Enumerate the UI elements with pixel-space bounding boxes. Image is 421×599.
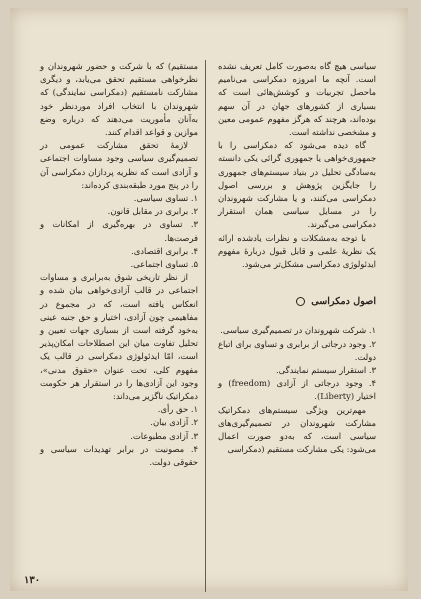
principle-item-4: ۴. وجود درجاتی از آزادی (freedom) و اختیار (Liberty). <box>218 378 377 402</box>
equality-item-5: ۵. تساوی اجتماعی. <box>130 259 198 270</box>
right-paragraph-tail: مهم‌ترین ویژگی سیستم‌های دمکراتیک مشارکت شهروندان در تصمیم‌گیری‌های سیاسی است، که به‌دو صورت اعمال می‌شود: یکی مشارکت مستقیم (دمکراسی <box>218 404 376 455</box>
left-paragraph-3: از نظر تاریخی شوق به‌برابری و مساوات اجتماعی در قالب آزادی‌خواهی بیان شده و انعکاس یافته است، که در مجموع در مفاهیمی چون آزادی، اختیار و حق جنبه عینی به‌خود گرفته است از بسیاری جهات تعیین و تحلیل تفاوت میان این اصطلاحات امکان‌پذیر است، امّا ایدئولوژی دمکراسی در قالب یک مفهوم کلی، تحت عنوان «حقوق مدنی»، وجود این آزادی‌ها را در استقرار هر حکومت دمکراتیک ناگزیر می‌داند: <box>40 272 198 402</box>
heading-ring-icon <box>296 297 305 306</box>
rights-item-2: ۲. آزادی بیان. <box>150 417 198 428</box>
principle-item-1: ۱. شرکت شهروندان در تصمیم‌گیری سیاسی. <box>220 325 376 336</box>
equality-item-2: ۲. برابری در مقابل قانون. <box>107 206 198 217</box>
right-column <box>218 60 376 456</box>
column-divider <box>205 60 206 592</box>
equality-item-3: ۳. تساوی در بهره‌گیری از امکانات و فرصت‌ها. <box>40 219 198 243</box>
section-heading-text: اصول دمکراسی <box>311 296 376 308</box>
right-paragraph-2: گاه دیده می‌شود که دمکراسی را با جمهوری‌خواهی یا جمهوری گرائی یکی دانسته به‌سادگی تحلیل در بنیاد سیستم‌های جمهوری را جایگزین پژوهش و بررسی اصول دمکراسی می‌کنند، و یا مشارکت شهروندان را در مسایل سیاسی همان استقرار دمکراسی می‌گیرند. <box>218 140 376 230</box>
equality-item-4: ۴. برابری اقتصادی. <box>131 245 198 256</box>
principle-item-3: ۳. استقرار سیستم نمایندگی. <box>276 365 376 376</box>
right-paragraph-1: سیاسی هیچ گاه به‌صورت کامل تعریف نشده است. آنچه ما امروزه دمکراسی می‌نامیم ماحصل تجربیات و کوشش‌هائی است که بسیاری از کشورهای جهان در آن سهم بوده‌اند، هرچند که هرگز مفهوم عمومی معین و مشخصی نداشته است. <box>218 61 376 138</box>
left-paragraph-1: مستقیم) که با شرکت و حضور شهروندان و نظرخواهی مستقیم تحقق می‌یابد، و دیگری مشارکت نامستقیم (دمکراسی نمایندگی) که شهروندان با انتخاب افراد موردنظر خود به‌آنان مأموریت می‌دهند که درباره وضع موازین و قواعد اقدام کنند. <box>40 61 198 138</box>
rights-item-1: ۱. حق رأی. <box>157 404 198 415</box>
page-number: ۱۳۰ <box>24 575 41 586</box>
left-paragraph-2: لازمهٔ تحقق مشارکت عمومی در تصمیم‌گیری سیاسی وجود مساوات اجتماعی و آزادی است که نظریه پردازان دمکراسی آن را در پنج مورد طبقه‌بندی کرده‌اند: <box>40 140 198 190</box>
left-column <box>40 60 198 469</box>
principle-item-2: ۲. وجود درجاتی از برابری و تساوی برای اتباع دولت. <box>218 338 376 362</box>
section-heading <box>218 295 376 308</box>
rights-item-3: ۳. آزادی مطبوعات. <box>130 430 198 441</box>
rights-item-4: ۴. مصونیت در برابر تهدیدات سیاسی و حقوقی دولت. <box>40 443 198 468</box>
book-page <box>10 8 408 591</box>
right-paragraph-3: با توجه به‌مشکلات و نظرات یادشده ارائه یک نظریهٔ علمی و قابل قبول دربارهٔ مفهوم ایدئولوژی دمکراسی مشکل‌تر می‌شود. <box>218 232 376 270</box>
equality-item-1: ۱. تساوی سیاسی. <box>133 193 198 204</box>
